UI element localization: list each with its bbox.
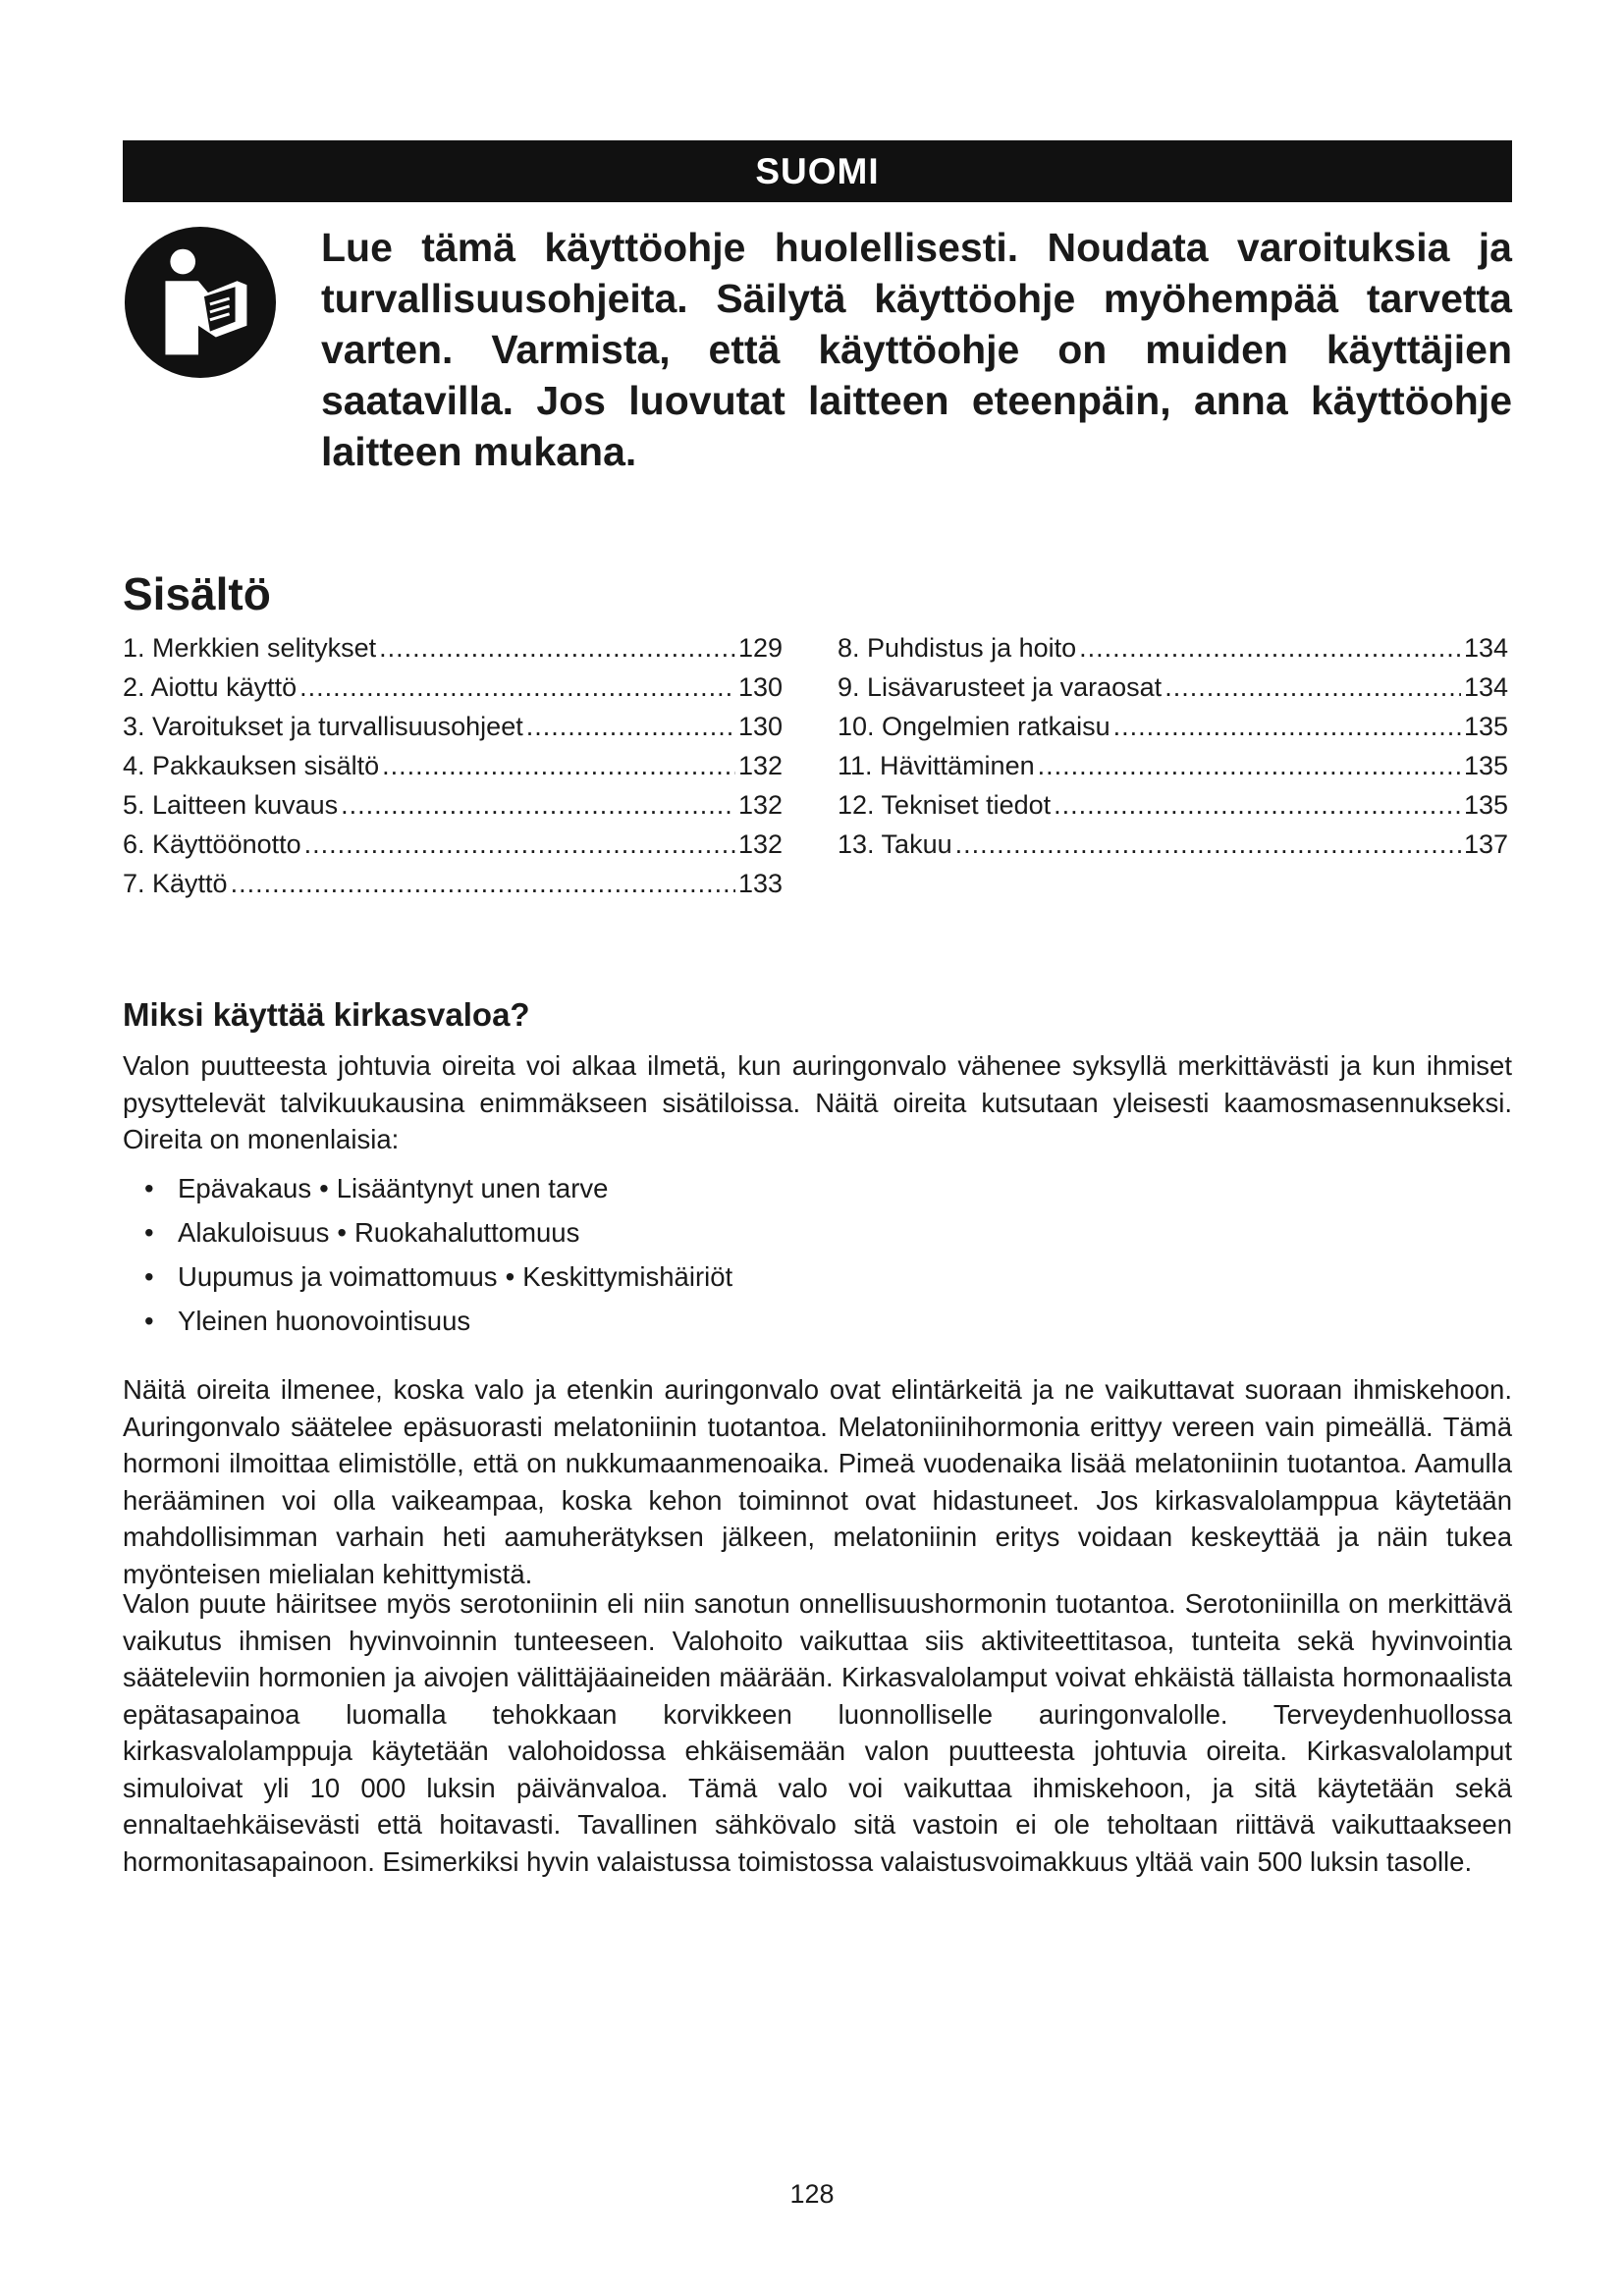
bullet-icon: • [337, 1217, 348, 1248]
toc-item-label: 1. Merkkien selitykset [123, 633, 377, 663]
toc-item[interactable] [123, 825, 783, 864]
toc-item[interactable] [838, 825, 1508, 864]
paragraph-serotonin: Valon puute häiritsee myös serotoniinin eli niin sanotun onnellisuushormonin tuotantoa. Serotoniinilla on merkittävä vaikutus ihmisen hyvinvoinnin tunteeseen. Valohoito vaikuttaa siis aktiviteettitasoa, tunteita sekä hyvinvointia sääteleviin hormonien ja aivojen välittäjäaineiden määrään. Kirkasvalolamput voivat ehkäistä tällaista hormonaalista epätasapainoa luomalla tehokkaan korvikkeen luonnolliselle auringonvalolle. Terveydenhuollossa kirkasvalolamppuja käytetään valohoidossa ehkäisemään valon puutteesta johtuvia oireita. Kirkasvalolamput simuloivat yli 10 000 luksin päivänvaloa. Tämä valo voi vaikuttaa ihmiskehoon, ja sitä käytetään sekä ennaltaehkäisevästi että hoitavasti. Tavallinen sähkövalo sitä vastoin ei ole teholtaan riittävä vaikuttaakseen hormonitasapainoon. Esimerkiksi hyvin valaistussa toimistossa valaistusvoimakkuus yltää vain 500 luksin tasolle. [123, 1588, 1512, 1877]
symptom-text: Yleinen huonovointisuus [178, 1306, 471, 1336]
toc-item-label: 10. Ongelmien ratkaisu [838, 712, 1110, 741]
toc-item-label: 6. Käyttöönotto [123, 829, 301, 859]
read-manual-icon [123, 225, 278, 380]
toc-item[interactable] [838, 746, 1508, 785]
toc-leader-dots [341, 785, 735, 825]
toc-item[interactable] [123, 667, 783, 707]
bullet-icon: • [319, 1173, 329, 1203]
toc-title: Sisältö [123, 568, 271, 619]
toc-leader-dots [1038, 746, 1461, 785]
toc-item-label: 2. Aiottu käyttö [123, 672, 298, 702]
bullet-icon: • [144, 1173, 154, 1203]
toc-item-page: 133 [737, 869, 783, 898]
toc-item[interactable] [123, 746, 783, 785]
toc-item-page: 134 [1463, 633, 1508, 663]
toc-item[interactable] [838, 785, 1508, 825]
toc-leader-dots [1164, 667, 1461, 707]
toc-leader-dots [526, 707, 735, 746]
section-title: Miksi käyttää kirkasvaloa? [123, 996, 530, 1033]
toc-item-page: 130 [737, 672, 783, 702]
toc-item[interactable] [838, 628, 1508, 667]
toc-item-page: 135 [1463, 751, 1508, 780]
toc-item-page: 132 [737, 829, 783, 859]
toc-leader-dots [382, 746, 735, 785]
toc-item-page: 137 [1463, 829, 1508, 859]
toc-item-label: 3. Varoitukset ja turvallisuusohjeet [123, 712, 523, 741]
language-label: SUOMI [755, 150, 880, 191]
bullet-icon: • [144, 1217, 154, 1248]
toc-leader-dots [379, 628, 735, 667]
toc-leader-dots [304, 825, 735, 864]
symptom-text: Keskittymishäiriöt [522, 1261, 733, 1292]
toc-item-label: 12. Tekniset tiedot [838, 790, 1052, 820]
page-number: 128 [789, 2179, 835, 2209]
toc-item-label: 8. Puhdistus ja hoito [838, 633, 1077, 663]
toc-item-label: 7. Käyttö [123, 869, 228, 898]
toc-item-page: 130 [737, 712, 783, 741]
toc-item-page: 132 [737, 751, 783, 780]
symptom-text: Lisääntynyt unen tarve [336, 1173, 609, 1203]
bullet-icon: • [144, 1261, 154, 1292]
toc-item[interactable] [123, 628, 783, 667]
symptom-text: Epävakaus [178, 1173, 312, 1203]
bullet-icon: • [144, 1306, 154, 1336]
symptom-text: Ruokahaluttomuus [354, 1217, 580, 1248]
toc-item[interactable] [838, 707, 1508, 746]
paragraph-intro: Valon puutteesta johtuvia oireita voi alkaa ilmetä, kun auringonvalo vähenee syksyllä merkittävästi ja kun ihmiset pysyttelevät talvikuukausina enimmäkseen sisätiloissa. Näitä oireita kutsutaan yleisesti kaamosmasennukseksi. Oireita on monenlaisia: [123, 1050, 1512, 1154]
toc-leader-dots [955, 825, 1461, 864]
toc-leader-dots [1054, 785, 1461, 825]
toc-item-page: 134 [1463, 672, 1508, 702]
toc-item-page: 129 [737, 633, 783, 663]
toc-item-page: 132 [737, 790, 783, 820]
toc-item-label: 5. Laitteen kuvaus [123, 790, 339, 820]
toc-leader-dots [299, 667, 735, 707]
language-header [123, 140, 1512, 202]
list-item [144, 1255, 732, 1299]
symptom-text: Alakuloisuus [178, 1217, 330, 1248]
toc-leader-dots [1113, 707, 1461, 746]
intro-warning: Lue tämä käyttöohje huolellisesti. Noudata varoituksia ja turvallisuusohjeita. Säilytä käyttöohje myöhempää tarvetta varten. Varmista, että käyttöohje on muiden käyttäjien saatavilla. Jos luovutat laitteen eteenpäin, anna käyttöohje laitteen mukana. [321, 225, 1512, 474]
symptom-text: Uupumus ja voimattomuus [178, 1261, 498, 1292]
toc-item[interactable] [123, 707, 783, 746]
toc-item-label: 4. Pakkauksen sisältö [123, 751, 380, 780]
symptom-list [144, 1166, 732, 1343]
toc-item-label: 11. Hävittäminen [838, 751, 1035, 780]
toc-item-label: 13. Takuu [838, 829, 952, 859]
toc-item[interactable] [838, 667, 1508, 707]
toc-leader-dots [231, 864, 735, 903]
toc-leader-dots [1079, 628, 1461, 667]
toc-item[interactable] [123, 864, 783, 903]
toc-item-label: 9. Lisävarusteet ja varaosat [838, 672, 1163, 702]
paragraph-melatonin: Näitä oireita ilmenee, koska valo ja etenkin auringonvalo ovat elintärkeitä ja ne vaikuttavat suoraan ihmiskehoon. Auringonvalo säätelee epäsuorasti melatoniinin tuotantoa. Melatoniinihormonia erittyy vereen vain pimeällä. Tämä hormoni ilmoittaa elimistölle, että on nukkumaanmenoaika. Pimeä vuodenaika lisää melatoniinin tuotantoa. Aamulla herääminen voi olla vaikeampaa, koska kehon toiminnot ovat hidastuneet. Jos kirkasvalolamppua käytetään mahdollisimman varhain heti aamuherätyksen jälkeen, melatoniinin eritys voidaan keskeyttää ja näin tukea myönteisen mielialan kehittymistä. [123, 1374, 1512, 1589]
list-item [144, 1210, 732, 1255]
toc-item-page: 135 [1463, 790, 1508, 820]
list-item [144, 1299, 732, 1343]
toc-item[interactable] [123, 785, 783, 825]
toc-left-column [123, 628, 783, 903]
bullet-icon: • [505, 1261, 515, 1292]
list-item [144, 1166, 732, 1210]
toc-right-column [838, 628, 1508, 864]
toc-item-page: 135 [1463, 712, 1508, 741]
